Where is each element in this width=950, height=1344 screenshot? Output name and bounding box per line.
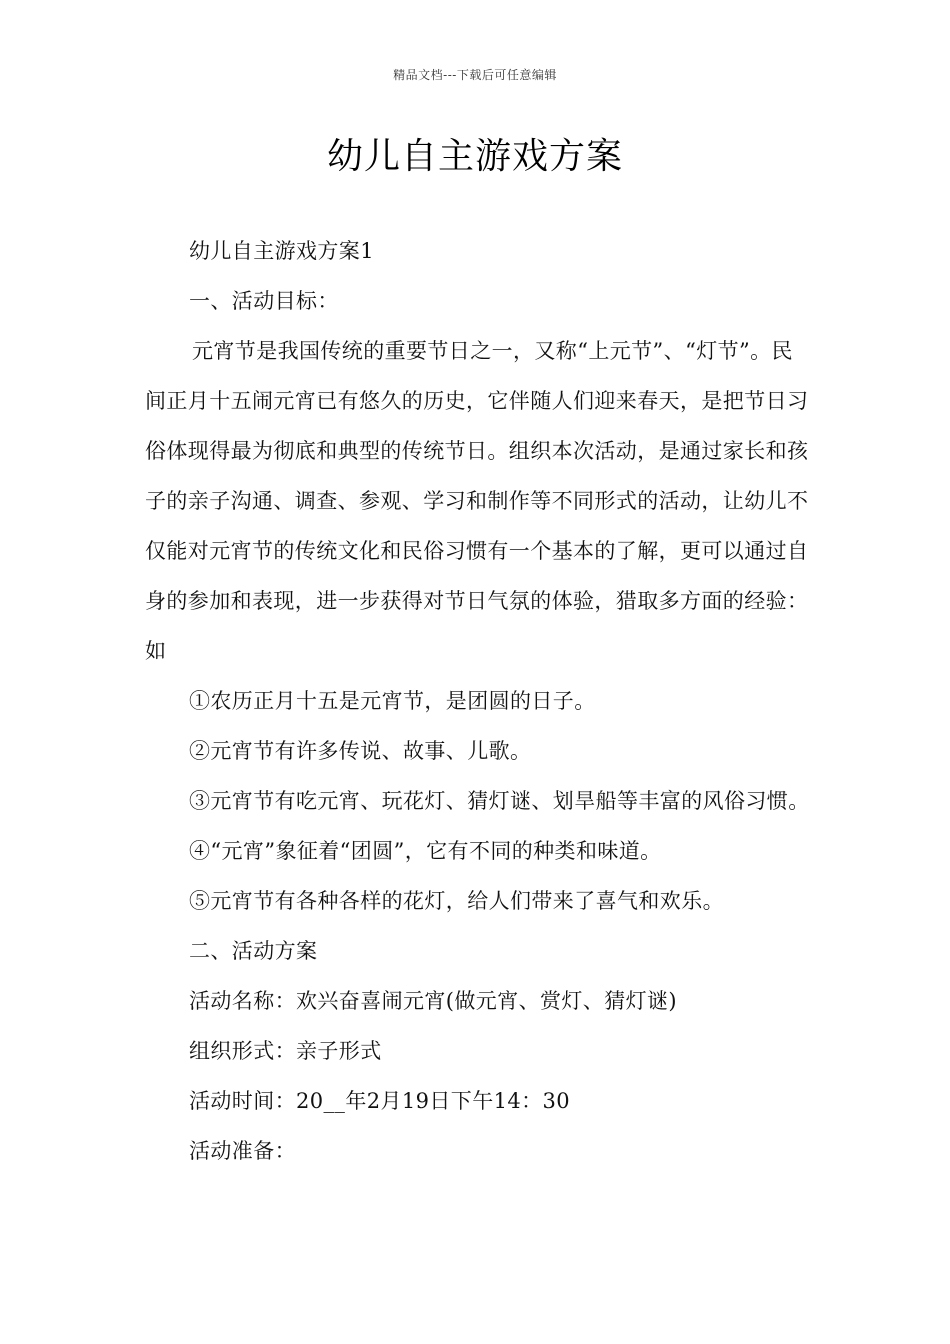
plan-format: 组织形式：亲子形式 [189,1039,382,1063]
list-item-goal-3: ③元宵节有吃元宵、玩花灯、猜灯谜、划旱船等丰富的风俗习惯。 [189,789,810,813]
list-item-goal-4: ④“元宵”象征着“团圆”，它有不同的种类和味道。 [189,839,662,863]
document-title: 幼儿自主游戏方案 [326,136,623,177]
document-body [145,226,810,1176]
list-item-goal-2: ②元宵节有许多传说、故事、儿歌。 [189,739,532,763]
section-subtitle: 幼儿自主游戏方案1 [189,239,374,263]
plan-preparation: 活动准备： [189,1139,296,1163]
plan-time: 活动时间：20__年2月19日下午14：30 [189,1089,571,1113]
list-item-goal-1: ①农历正月十五是元宵节，是团圆的日子。 [189,689,596,713]
list-item-goal-5: ⑤元宵节有各种各样的花灯，给人们带来了喜气和欢乐。 [189,889,724,913]
section-heading-goals: 一、活动目标： [189,289,339,313]
section-heading-plan: 二、活动方案 [189,939,318,963]
header-watermark: 精品文档---下载后可任意编辑 [393,68,557,82]
plan-activity-name: 活动名称：欢兴奋喜闹元宵(做元宵、赏灯、猜灯谜) [189,989,677,1013]
paragraph-goals-intro: 元宵节是我国传统的重要节日之一，又称“上元节”、“灯节”。民间正月十五闹元宵已有悠久的历史，它伴随人们迎来春天，是把节日习俗体现得最为彻底和典型的传统节日。组织本次活动，是通过家长和孩子的亲子沟通、调查、参观、学习和制作等不同形式的活动，让幼儿不仅能对元宵节的传统文化和民俗习惯有一个基本的了解，更可以通过自身的参加和表现，进一步获得对节日气氛的体验，猎取多方面的经验：如 [145,339,809,663]
